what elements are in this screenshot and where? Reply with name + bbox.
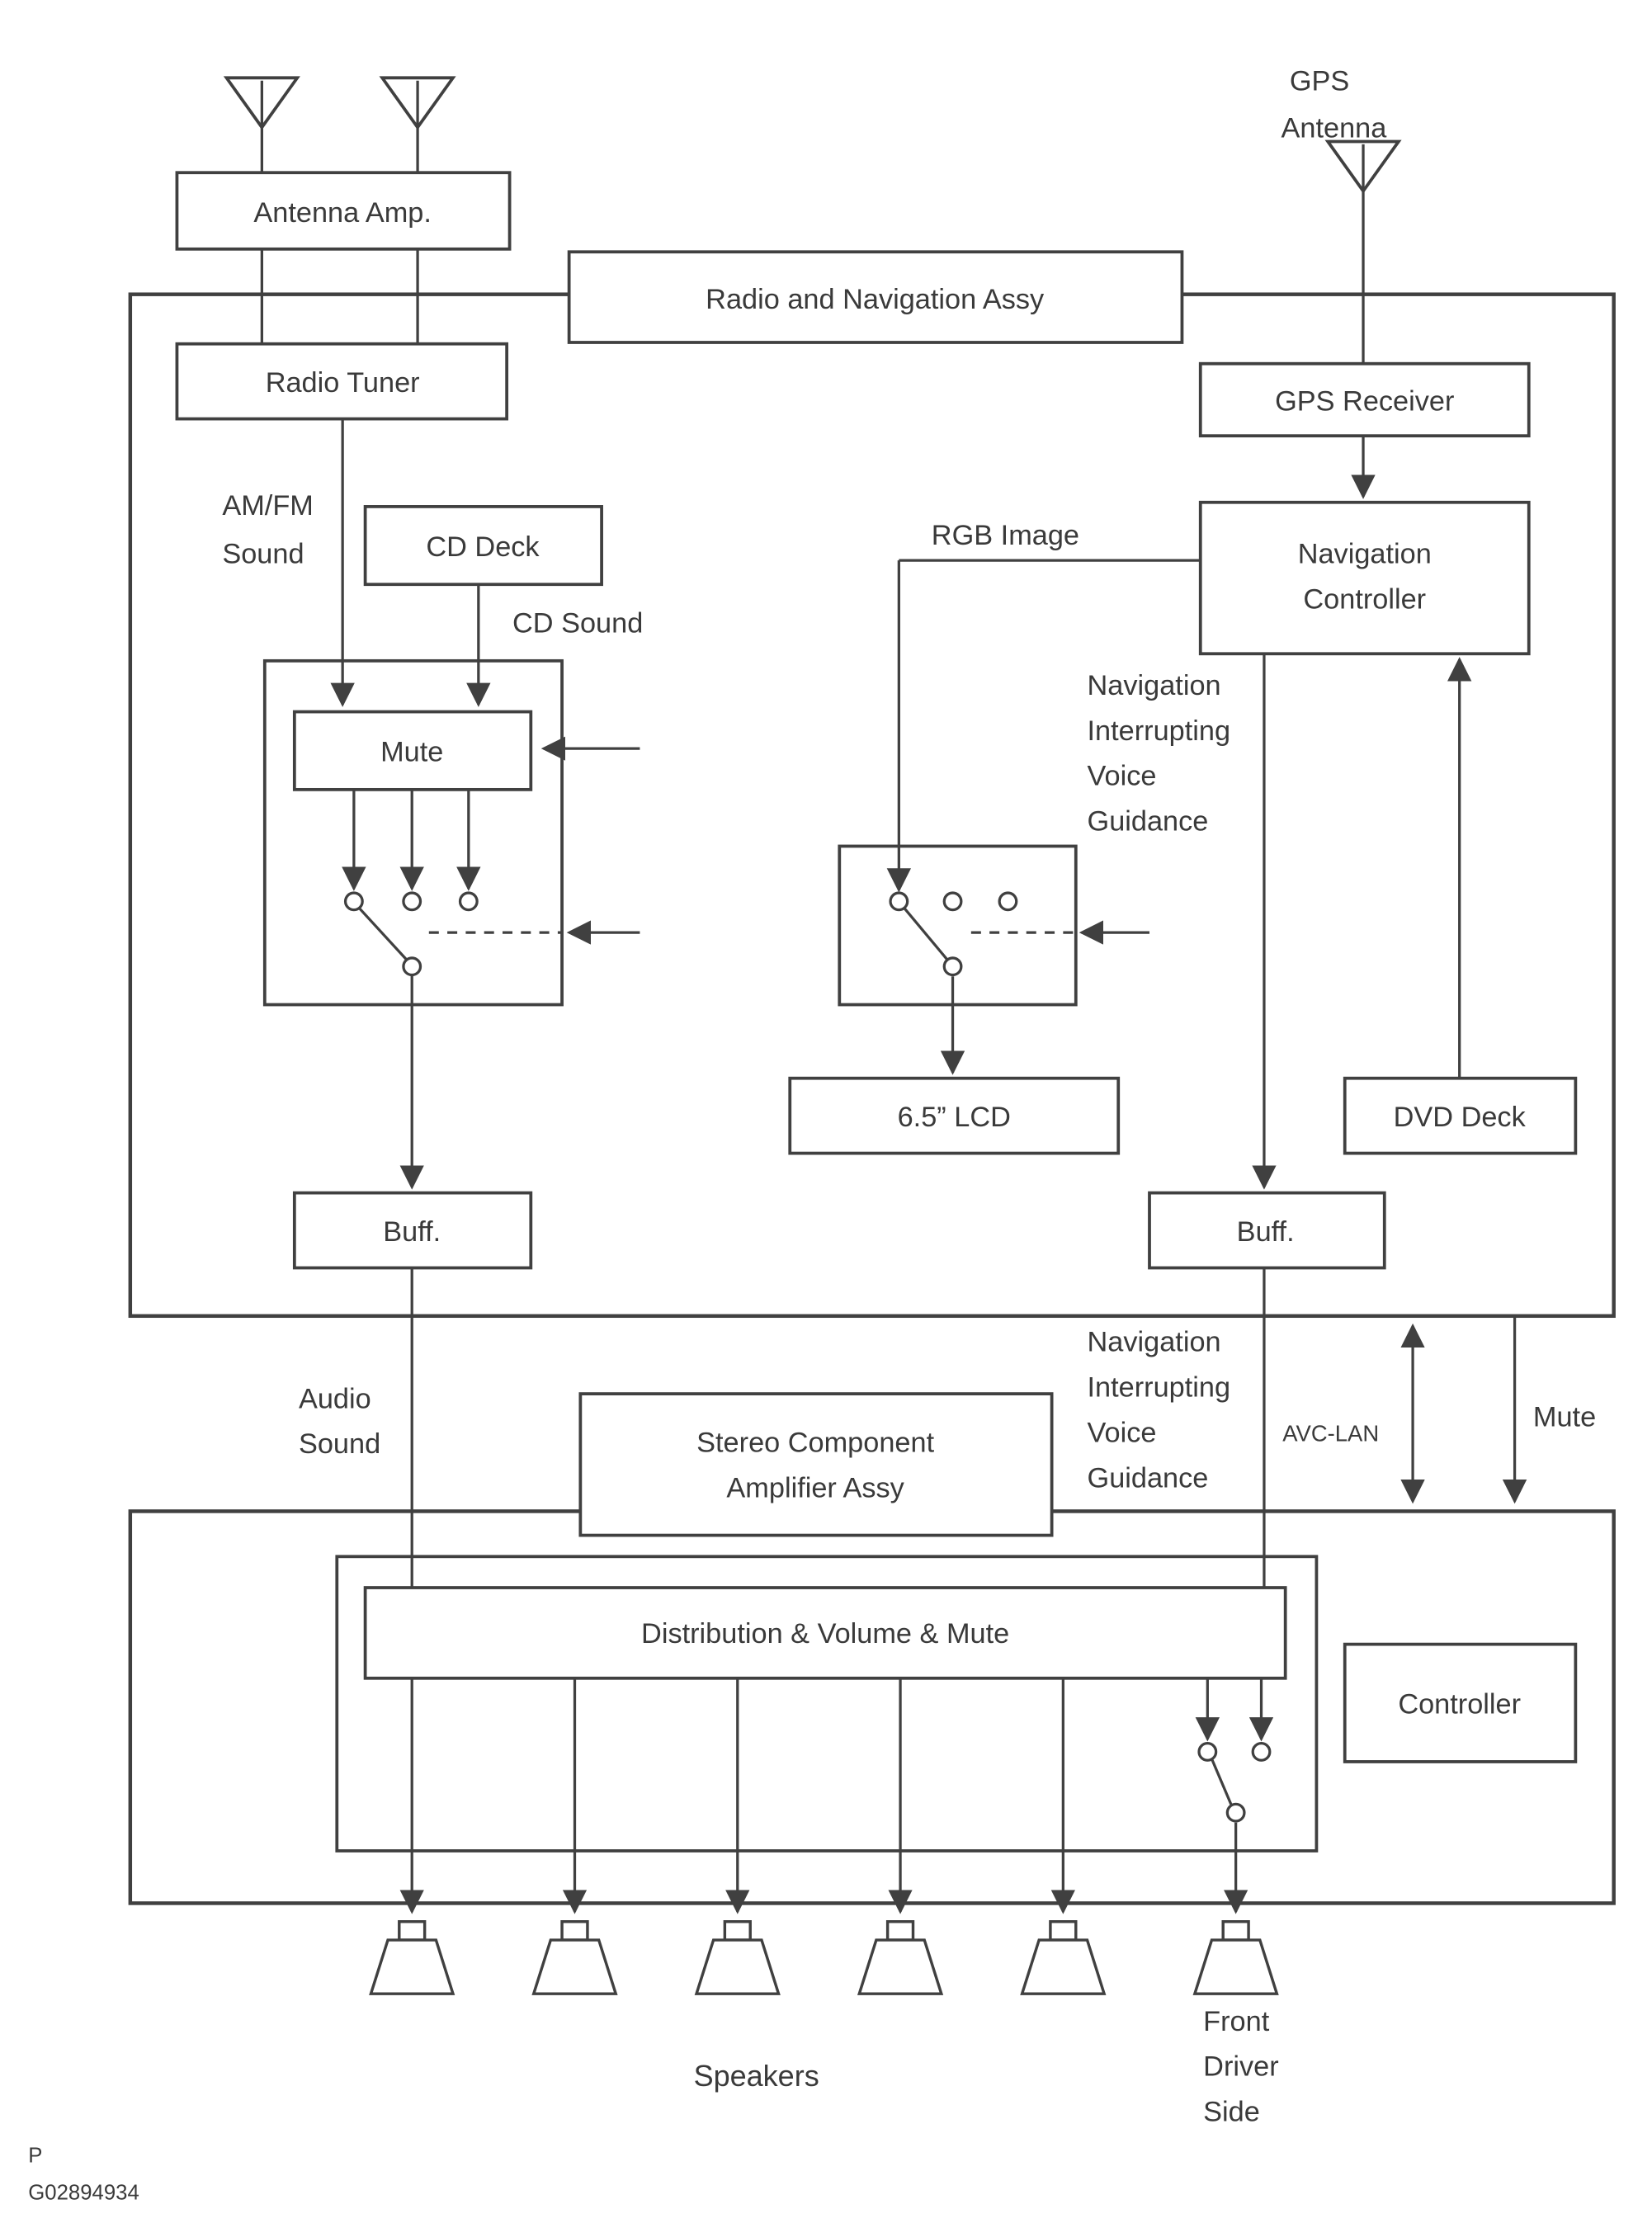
avc-lan-label: AVC-LAN [1282, 1420, 1380, 1447]
cd-sound-label: CD Sound [512, 607, 644, 640]
mute-label: Mute [380, 736, 444, 768]
switch1-wiper-line [360, 909, 407, 960]
buff-right-label: Buff. [1236, 1215, 1295, 1248]
speaker-icon-5 [1022, 1922, 1104, 1994]
buff-left-label: Buff. [383, 1215, 441, 1248]
antenna-amp-label: Antenna Amp. [253, 197, 432, 229]
nav-voice-upper-label-line1: Navigation [1087, 669, 1221, 701]
radio-nav-assy-label: Radio and Navigation Assy [706, 283, 1045, 315]
lcd-label: 6.5” LCD [897, 1102, 1011, 1134]
controller-label: Controller [1398, 1688, 1522, 1720]
switch1-contact-1 [346, 893, 363, 910]
radio-tuner-label: Radio Tuner [265, 367, 420, 399]
nav-voice-lower-label-line2: Interrupting [1087, 1371, 1231, 1404]
page-mark-label: P [28, 2144, 43, 2168]
nav-voice-lower-label-line1: Navigation [1087, 1326, 1221, 1358]
speaker-icon-6 [1195, 1922, 1277, 1994]
switch3-wiper-line [1211, 1759, 1231, 1806]
speaker-icon-4 [859, 1922, 941, 1994]
switch1-common [404, 958, 421, 975]
amfm-sound-label-line2: Sound [222, 538, 304, 570]
mute-signal-label: Mute [1532, 1401, 1597, 1433]
speaker-icon-1 [371, 1922, 452, 1994]
switch2-wiper-line [904, 909, 946, 960]
dvd-deck-label: DVD Deck [1393, 1102, 1526, 1134]
switch3-common [1227, 1804, 1244, 1821]
nav-voice-upper-label-line4: Guidance [1087, 805, 1209, 838]
speaker-icon-2 [534, 1922, 616, 1994]
rgb-image-label: RGB Image [931, 520, 1080, 552]
distribution-label: Distribution & Volume & Mute [641, 1617, 1010, 1650]
nav-voice-upper-label-line3: Voice [1087, 760, 1157, 792]
switch2-contact-2 [944, 893, 961, 910]
nav-voice-upper-label-line2: Interrupting [1087, 715, 1231, 747]
stereo-amp-label-line2: Amplifier Assy [726, 1472, 904, 1504]
switch2-common [944, 958, 961, 975]
figure-code-label: G02894934 [28, 2181, 139, 2205]
cd-deck-label: CD Deck [426, 531, 540, 563]
nav-voice-lower-label-line4: Guidance [1087, 1462, 1209, 1494]
gps-antenna-label-line1: GPS [1289, 65, 1350, 97]
navigation-controller-label-line2: Controller [1303, 583, 1427, 616]
navigation-controller-box [1201, 503, 1529, 654]
switch2-contact-1 [890, 893, 908, 910]
front-driver-side-label-line2: Driver [1203, 2051, 1279, 2083]
speaker-icon-3 [696, 1922, 778, 1994]
audio-sound-label-line2: Sound [298, 1428, 381, 1461]
gps-receiver-label: GPS Receiver [1275, 385, 1455, 418]
gps-antenna-label-line2: Antenna [1281, 112, 1387, 144]
front-driver-side-label-line1: Front [1203, 2005, 1270, 2037]
stereo-amp-label-line1: Stereo Component [696, 1427, 935, 1459]
stereo-amp-label-box [580, 1394, 1051, 1535]
navigation-controller-label-line1: Navigation [1297, 538, 1432, 570]
speakers-label: Speakers [693, 2059, 819, 2093]
switch2-container-box [839, 846, 1075, 1004]
switch1-contact-3 [460, 893, 478, 910]
switch2-contact-3 [999, 893, 1017, 910]
amfm-sound-label-line1: AM/FM [222, 490, 314, 522]
switch3-contact-1 [1199, 1744, 1216, 1761]
speaker-icons [371, 1922, 1277, 1994]
audio-sound-label-line1: Audio [298, 1383, 371, 1415]
front-driver-side-label-line3: Side [1203, 2096, 1260, 2128]
nav-voice-lower-label-line3: Voice [1087, 1417, 1157, 1449]
switch1-contact-2 [404, 893, 421, 910]
switch3-contact-2 [1253, 1744, 1270, 1761]
